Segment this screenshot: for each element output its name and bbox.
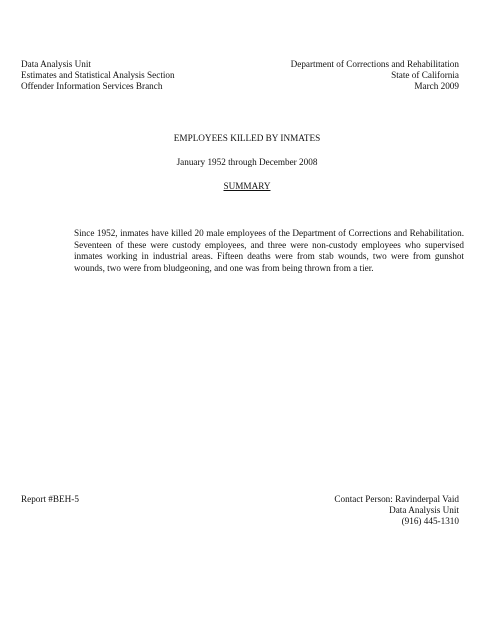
header-branch: Offender Information Services Branch [21, 81, 163, 91]
contact-person: Contact Person: Ravinderpal Vaid [334, 494, 459, 504]
header-state: State of California [391, 70, 459, 80]
document-title: EMPLOYEES KILLED BY INMATES [173, 133, 321, 143]
header-date: March 2009 [414, 81, 459, 91]
header-department: Department of Corrections and Rehabilitation [290, 59, 459, 69]
contact-phone: (916) 445-1310 [401, 516, 459, 526]
header-unit: Data Analysis Unit [21, 59, 91, 69]
document-date-range: January 1952 through December 2008 [176, 157, 318, 167]
header-left-block [21, 59, 175, 92]
header-right-block [291, 59, 459, 92]
report-id: Report #BEH-5 [21, 494, 79, 504]
contact-block [334, 494, 459, 527]
header-section: Estimates and Statistical Analysis Section [21, 70, 175, 80]
summary-paragraph: Since 1952, inmates have killed 20 male employees of the Department of Corrections and Rehabilitation. Seventeen of these were custody employees, and three were non-custody employees who supervised inmates working in industrial areas. Fifteen deaths were from stab wounds, two were from gunshot wounds, two were from bludgeoning, and one was from being thrown from a tier. [74, 228, 464, 273]
summary-heading: SUMMARY [223, 181, 271, 191]
contact-unit: Data Analysis Unit [389, 505, 459, 515]
